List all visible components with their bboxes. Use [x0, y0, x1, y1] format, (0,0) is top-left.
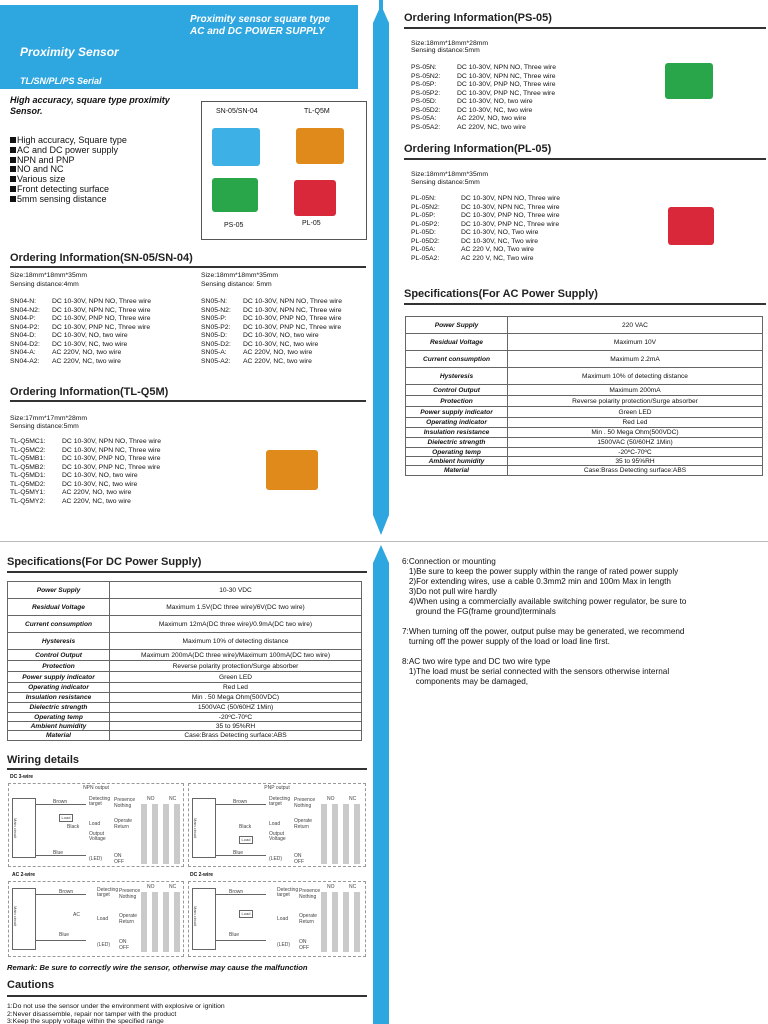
model-code: SN04-D2: — [10, 340, 40, 348]
model-row — [411, 64, 556, 73]
model-row — [411, 246, 560, 255]
spec-key: Residual Voltage — [406, 334, 508, 351]
model-desc: AC 220V, NC, two wire — [243, 357, 312, 365]
spec-value: Maximum 2.2mA — [508, 351, 763, 368]
spec-row — [406, 385, 763, 396]
model-row — [10, 464, 161, 473]
model-code: PL-05A2: — [411, 254, 440, 262]
spec-value: Maximum 1.5V(DC three wire)/6V(DC two wire) — [110, 599, 362, 616]
model-row — [10, 315, 151, 324]
spec-value: Case:Brass Detecting surface:ABS — [110, 731, 362, 741]
model-desc: DC 10-30V, PNP NO, Three wire — [461, 212, 560, 219]
spec-key: Insulation resistance — [406, 428, 508, 438]
spec-key: Residual Voltage — [8, 599, 110, 616]
spec-value: Maximum 200mA(DC three wire)/Maximum 100mA(DC two wire) — [110, 650, 362, 661]
product-name: Proximity Sensor — [20, 45, 119, 59]
model-code: SN04-P2: — [10, 323, 40, 331]
pl-size: Size:18mm*18mm*35mm — [411, 171, 489, 178]
spec-value: Maximum 12mA(DC three wire)/0.9mA(DC two wire) — [110, 616, 362, 633]
spec-row — [406, 396, 763, 407]
feature-item: Front detecting surface — [10, 185, 127, 195]
spec-key: Operating indicator — [8, 683, 110, 693]
wiring-pnp-diagram: PNP output Main circuit Brown Load Black Blue Detecting target Presence Nothing Load Operate Return Output Voltage (LED) ON OFF NO NC — [188, 783, 366, 867]
spec-value: 1500VAC (50/60HZ 1Min) — [110, 703, 362, 713]
spec-value: Red Led — [110, 683, 362, 693]
spec-value: Maximum 10V — [508, 334, 763, 351]
model-code: SN04-A: — [10, 349, 36, 356]
model-desc: DC 10-30V, PNP NC, Three wire — [461, 220, 560, 228]
model-row — [411, 124, 556, 133]
model-desc: DC 10-30V, NC, Two wire — [461, 237, 539, 245]
model-row — [10, 438, 161, 447]
model-row — [411, 73, 556, 82]
model-code: SN05-N2: — [201, 306, 231, 314]
spec-key: Hysteresis — [406, 368, 508, 385]
model-desc: DC 10-30V, NPN NC, Three wire — [457, 72, 556, 80]
spec-key: Material — [406, 466, 508, 476]
sn-title: Ordering Information(SN-05/SN-04) — [10, 252, 193, 264]
spec-value: Min . 50 Mega Ohm(500VDC) — [110, 693, 362, 703]
model-desc: AC 220 V, NO, Two wire — [461, 246, 534, 253]
spec-key: Operating temp — [406, 448, 508, 457]
spec-row — [8, 633, 362, 650]
wiring-npn-diagram: NPN output Main circuit Brown Load Black Blue Detecting target Presence Nothing Load Operate Return Output Voltage (LED) ON OFF NO NC — [8, 783, 184, 867]
spec-value: 220 VAC — [508, 317, 763, 334]
note-line — [402, 647, 686, 657]
model-code: TL-Q5MB2: — [10, 463, 46, 471]
model-desc: DC 10-30V, NO, two wire — [457, 98, 533, 105]
spec-key: Hysteresis — [8, 633, 110, 650]
model-desc: DC 10-30V, PNP NC, Three wire — [243, 323, 342, 331]
model-desc: AC 220V, NO, two wire — [457, 115, 527, 122]
divider — [404, 27, 766, 29]
model-desc: DC 10-30V, NPN NO, Three wire — [52, 298, 151, 305]
spec-value: Min . 50 Mega Ohm(500VDC) — [508, 428, 763, 438]
spec-row — [8, 731, 362, 741]
spec-row — [8, 661, 362, 672]
model-desc: AC 220 V, NC, Two wire — [461, 254, 534, 262]
spec-value: 35 to 95%RH — [110, 722, 362, 731]
model-row — [10, 481, 161, 490]
model-code: SN04-N2: — [10, 306, 40, 314]
model-row — [411, 98, 556, 107]
model-row — [201, 307, 342, 316]
spec-value: 1500VAC (50/60HZ 1Min) — [508, 438, 763, 448]
model-code: PS-05P: — [411, 81, 437, 88]
spec-row — [8, 650, 362, 661]
spec-value: Maximum 200mA — [508, 385, 763, 396]
model-row — [10, 447, 161, 456]
note-line: components may be damaged, — [402, 677, 529, 686]
dc3-label: DC 3-wire — [10, 774, 34, 780]
spec-row — [406, 448, 763, 457]
model-code: TL-Q5MD2: — [10, 480, 46, 488]
feature-item: High accuracy, Square type — [10, 136, 127, 146]
model-code: TL-Q5MY1: — [10, 489, 46, 496]
sn04-size: Size:18mm*18mm*35mm — [10, 272, 88, 279]
model-desc: AC 220V, NC, two wire — [457, 123, 526, 131]
model-desc: AC 220V, NO, two wire — [243, 349, 313, 356]
model-desc: DC 10-30V, PNP NC, Three wire — [52, 323, 151, 331]
model-desc: DC 10-30V, PNP NO, Three wire — [52, 315, 151, 322]
model-row — [10, 498, 161, 507]
spec-value: Reverse polarity protection/Surge absorber — [508, 396, 763, 407]
model-code: PL-05P2: — [411, 220, 440, 228]
product-photos — [201, 101, 367, 240]
label-sn: SN-05/SN-04 — [216, 108, 258, 115]
feature-item: NO and NC — [10, 165, 127, 175]
ps-list — [411, 64, 556, 132]
spec-row — [8, 599, 362, 616]
dc2-label: DC 2-wire — [190, 872, 214, 878]
spec-value: Case:Brass Detecting surface:ABS — [508, 466, 763, 476]
feature-item: AC and DC power supply — [10, 146, 127, 156]
spec-row — [8, 672, 362, 683]
divider — [10, 266, 366, 268]
spec-value: Green LED — [508, 407, 763, 418]
model-row — [10, 455, 161, 464]
model-desc: DC 10-30V, PNP NO, Three wire — [243, 315, 342, 322]
model-desc: DC 10-30V, PNP NC, Three wire — [62, 463, 161, 471]
spec-key: Dielectric strength — [406, 438, 508, 448]
spec-row — [406, 334, 763, 351]
model-code: SN04-P: — [10, 315, 36, 322]
note-line: 1)The load must be serial connected with the sensors otherwise internal — [402, 667, 670, 676]
note-line: 4)When using a commercially available switching power regulator, be sure to — [402, 597, 687, 606]
model-row — [411, 255, 560, 264]
model-code: TL-Q5MC2: — [10, 446, 46, 454]
page-fold — [0, 541, 768, 542]
spec-row — [8, 713, 362, 722]
model-code: SN05-P: — [201, 315, 227, 322]
model-desc: AC 220V, NO, two wire — [62, 489, 132, 496]
spec-row — [406, 457, 763, 466]
spec-value: 10-30 VDC — [110, 582, 362, 599]
model-row — [10, 472, 161, 481]
divider — [404, 303, 766, 305]
model-code: PS-05A: — [411, 115, 437, 122]
model-row — [10, 349, 151, 358]
note-line: 3)Do not pull wire hardly — [402, 587, 498, 596]
sensor-ps-photo — [665, 63, 713, 99]
model-row — [201, 315, 342, 324]
model-code: PS-05N2: — [411, 72, 441, 80]
spec-key: Dielectric strength — [8, 703, 110, 713]
note-line: 2)For extending wires, use a cable 0.3mm2 min and 100m Max in length — [402, 577, 671, 586]
feature-item: NPN and PNP — [10, 156, 127, 166]
model-desc: DC 10-30V, NPN NO, Three wire — [457, 64, 556, 71]
sn05-list — [201, 298, 342, 366]
feature-list — [10, 136, 127, 205]
model-row — [10, 298, 151, 307]
spec-row — [406, 438, 763, 448]
model-code: SN05-P2: — [201, 323, 231, 331]
model-desc: DC 10-30V, PNP NO, Three wire — [62, 455, 161, 462]
note-line: 8:AC two wire type and DC two wire type — [402, 657, 551, 666]
spec-key: Protection — [8, 661, 110, 672]
model-code: PL-05N2: — [411, 203, 440, 211]
model-row — [10, 489, 161, 498]
model-desc: DC 10-30V, NPN NO, Three wire — [243, 298, 342, 305]
spec-key: Control Output — [8, 650, 110, 661]
model-row — [201, 324, 342, 333]
note-line: turning off the power supply of the load or load line first. — [402, 637, 610, 646]
pl-list — [411, 195, 560, 263]
sn04-dist: Sensing distance:4mm — [10, 281, 79, 288]
wiring-title: Wiring details — [7, 754, 80, 766]
model-row — [10, 358, 151, 367]
model-row — [201, 341, 342, 350]
spec-row — [8, 582, 362, 599]
model-code: SN05-D: — [201, 332, 228, 339]
spec-key: Insulation resistance — [8, 693, 110, 703]
sensor-pl-photo — [668, 207, 714, 245]
spec-ac-table — [405, 316, 763, 476]
cautions-list: 1:Do not use the sensor under the environment with explosive or ignition 2:Never disassemble, repair nor tamper with the product 3:Keep the supply voltage within the specified range — [7, 1003, 225, 1024]
spec-dc-table — [7, 581, 362, 741]
model-desc: DC 10-30V, NO, two wire — [52, 332, 128, 339]
model-desc: DC 10-30V, PNP NO, Three wire — [457, 81, 556, 88]
model-desc: DC 10-30V, NPN NO, Three wire — [461, 195, 560, 202]
spec-key: Current consumption — [8, 616, 110, 633]
model-desc: AC 220V, NC, two wire — [52, 357, 121, 365]
wiring-dc2-diagram: Main circuit Brown Load Blue Detecting target Presence Nothing Load Operate Return (LED) ON OFF NO NC — [188, 881, 366, 957]
spec-key: Operating temp — [8, 713, 110, 722]
spec-key: Power supply indicator — [8, 672, 110, 683]
spec-row — [8, 722, 362, 731]
divider — [7, 768, 367, 770]
spec-key: Ambient humidity — [8, 722, 110, 731]
model-code: PS-05D2: — [411, 106, 441, 114]
model-row — [411, 195, 560, 204]
note-line: 6:Connection or mounting — [402, 557, 496, 566]
model-desc: DC 10-30V, NC, two wire — [243, 340, 319, 348]
spec-key: Power supply indicator — [406, 407, 508, 418]
model-code: PL-05P: — [411, 212, 436, 219]
model-code: PL-05D: — [411, 229, 436, 236]
model-desc: DC 10-30V, NO, Two wire — [461, 229, 539, 236]
divider-arrow-lower — [373, 545, 389, 1024]
feature-item: Various size — [10, 175, 127, 185]
spec-row — [406, 317, 763, 334]
model-row — [201, 332, 342, 341]
model-row — [10, 307, 151, 316]
spec-row — [8, 703, 362, 713]
divider-arrow — [373, 5, 389, 535]
model-row — [411, 229, 560, 238]
model-row — [411, 238, 560, 247]
model-code: TL-Q5MY2: — [10, 497, 46, 505]
spec-ac-title: Specifications(For AC Power Supply) — [404, 288, 598, 300]
model-code: SN05-D2: — [201, 340, 231, 348]
model-desc: DC 10-30V, NC, two wire — [52, 340, 128, 348]
spec-row — [8, 616, 362, 633]
spec-value: Red Led — [508, 418, 763, 428]
model-code: TL-Q5MC1: — [10, 438, 46, 445]
feature-item: 5mm sensing distance — [10, 195, 127, 205]
spec-row — [406, 418, 763, 428]
model-row — [411, 212, 560, 221]
ps-dist: Sensing distance:5mm — [411, 47, 480, 54]
model-code: TL-Q5MB1: — [10, 455, 46, 462]
spec-value: -20ºC-70ºC — [110, 713, 362, 722]
sn05-dist: Sensing distance: 5mm — [201, 281, 272, 288]
spec-value: Maximum 10% of detecting distance — [508, 368, 763, 385]
spec-key: Material — [8, 731, 110, 741]
divider — [404, 158, 766, 160]
spec-dc-title: Specifications(For DC Power Supply) — [7, 556, 202, 568]
spec-value: Maximum 10% of detecting distance — [110, 633, 362, 650]
model-row — [411, 221, 560, 230]
label-pl: PL-05 — [302, 220, 321, 227]
model-desc: DC 10-30V, NPN NO, Three wire — [62, 438, 161, 445]
model-code: SN04-A2: — [10, 357, 40, 365]
model-desc: DC 10-30V, NPN NC, Three wire — [62, 446, 161, 454]
sn05-size: Size:18mm*18mm*35mm — [201, 272, 279, 279]
spec-key: Power Supply — [8, 582, 110, 599]
spec-row — [406, 407, 763, 418]
model-row — [411, 115, 556, 124]
spec-key: Operating indicator — [406, 418, 508, 428]
divider — [7, 571, 367, 573]
note-line: 1)Be sure to keep the power supply within the range of rated power supply — [402, 567, 679, 576]
sensor-tl-image — [296, 128, 344, 164]
model-row — [201, 298, 342, 307]
model-row — [411, 81, 556, 90]
sensor-tl-photo — [266, 450, 318, 490]
model-row — [411, 107, 556, 116]
cautions-title: Cautions — [7, 979, 55, 991]
spec-row — [406, 466, 763, 476]
spec-key: Ambient humidity — [406, 457, 508, 466]
model-code: PS-05P2: — [411, 89, 441, 97]
ps-title: Ordering Information(PS-05) — [404, 12, 552, 24]
model-desc: DC 10-30V, NPN NC, Three wire — [52, 306, 151, 314]
spec-key: Control Output — [406, 385, 508, 396]
spec-row — [406, 428, 763, 438]
sensor-pl-image — [294, 180, 336, 216]
divider — [10, 400, 366, 402]
tl-list — [10, 438, 161, 506]
spec-row — [8, 693, 362, 703]
spec-key: Power Supply — [406, 317, 508, 334]
tl-dist: Sensing distance:5mm — [10, 423, 79, 430]
note-line — [402, 617, 686, 627]
ac2-label: AC 2-wire — [12, 872, 36, 878]
model-code: SN05-A: — [201, 349, 227, 356]
spec-value: 35 to 95%RH — [508, 457, 763, 466]
model-desc: AC 220V, NC, two wire — [62, 497, 131, 505]
model-row — [10, 332, 151, 341]
model-code: SN04-N: — [10, 298, 37, 305]
spec-row — [406, 368, 763, 385]
note-line: ground the FG(frame ground)terminals — [402, 607, 556, 616]
model-row — [10, 324, 151, 333]
model-code: PS-05D: — [411, 98, 437, 105]
header-title: Proximity sensor square type AC and DC POWER SUPPLY — [190, 14, 331, 37]
model-desc: DC 10-30V, NO, two wire — [243, 332, 319, 339]
spec-row — [406, 351, 763, 368]
model-desc: DC 10-30V, PNP NC, Three wire — [457, 89, 556, 97]
pl-dist: Sensing distance:5mm — [411, 179, 480, 186]
wiring-ac2-diagram: Main circuit Brown AC Blue Detecting target Presence Nothing Load Operate Return (LED) ON OFF NO NC — [8, 881, 184, 957]
spec-key: Current consumption — [406, 351, 508, 368]
tl-title: Ordering Information(TL-Q5M) — [10, 386, 169, 398]
model-code: SN04-D: — [10, 332, 37, 339]
model-code: SN05-N: — [201, 298, 228, 305]
spec-value: Green LED — [110, 672, 362, 683]
model-code: PS-05N: — [411, 64, 437, 71]
remark: Remark: Be sure to correctly wire the sensor, otherwise may cause the malfunction — [7, 963, 308, 972]
model-code: TL-Q5MD1: — [10, 472, 46, 479]
model-row — [201, 349, 342, 358]
model-row — [10, 341, 151, 350]
sensor-ps-image — [212, 178, 258, 212]
label-ps: PS-05 — [224, 222, 244, 229]
model-code: PL-05A: — [411, 246, 436, 253]
installation-notes — [402, 557, 686, 687]
tagline: High accuracy, square type proximity Sensor. — [10, 95, 170, 116]
model-code: PL-05D2: — [411, 237, 440, 245]
label-tl: TL-Q5M — [304, 108, 330, 115]
sn04-list — [10, 298, 151, 366]
spec-value: -20ºC-70ºC — [508, 448, 763, 457]
divider — [7, 995, 367, 997]
model-desc: AC 220V, NO, two wire — [52, 349, 122, 356]
sensor-sn-image — [212, 128, 260, 166]
tl-size: Size:17mm*17mm*28mm — [10, 415, 88, 422]
model-row — [411, 204, 560, 213]
model-row — [411, 90, 556, 99]
spec-row — [8, 683, 362, 693]
spec-value: Reverse polarity protection/Surge absorber — [110, 661, 362, 672]
model-desc: DC 10-30V, NPN NC, Three wire — [243, 306, 342, 314]
model-desc: DC 10-30V, NC, two wire — [457, 106, 533, 114]
spec-key: Protection — [406, 396, 508, 407]
model-desc: DC 10-30V, NPN NC, Three wire — [461, 203, 560, 211]
model-desc: DC 10-30V, NC, two wire — [62, 480, 138, 488]
ps-size: Size:18mm*18mm*28mm — [411, 40, 489, 47]
series-name: TL/SN/PL/PS Serial — [20, 76, 102, 86]
model-code: SN05-A2: — [201, 357, 231, 365]
model-desc: DC 10-30V, NO, two wire — [62, 472, 138, 479]
note-line: 7:When turning off the power, output pulse may be generated, we recommend — [402, 627, 685, 636]
model-code: PL-05N: — [411, 195, 436, 202]
pl-title: Ordering Information(PL-05) — [404, 143, 552, 155]
model-row — [201, 358, 342, 367]
model-code: PS-05A2: — [411, 123, 441, 131]
